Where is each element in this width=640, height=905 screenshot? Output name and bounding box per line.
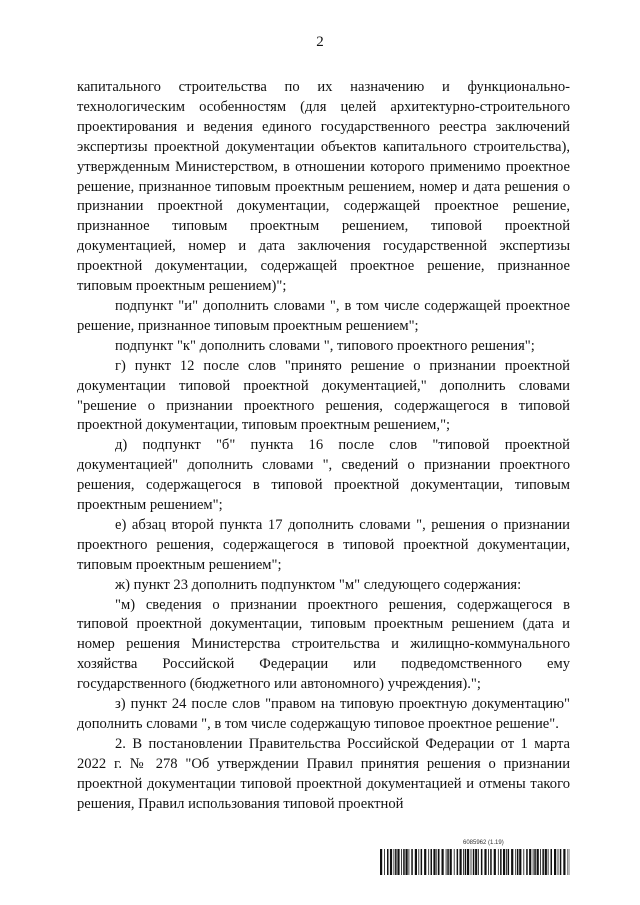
- paragraph: капитального строительства по их назначению и функционально-технологическим особенностям (для целей архитектурно-строительного проектирования и ведения единого государственного реестра заключений экспертизы проектной документации объектов капитального строительства), утвержденным Министерством, в отношении которого применимо проектное решение, признанное типовым проектным решением, номер и дата решения о признании проектной документации, содержащей проектное решение, признанное типовым проектным решением, типовой проектной документацией, номер и дата заключения государственной экспертизы проектной документации, содержащей проектное решение, признанное типовым проектным решением)";: [77, 79, 570, 295]
- barcode-icon: [380, 849, 570, 875]
- paragraph: "м) сведения о признании проектного решения, содержащегося в типовой проектной документации, типовым проектным решением (дата и номер решения Министерства строительства и жилищно-коммунального хозяйства Российской Федерации или подведомственного ему государственного (бюджетного или автономного) учреждения).";: [77, 596, 570, 693]
- paragraph: 2. В постановлении Правительства Российской Федерации от 1 марта 2022 г. № 278 "Об утверждении Правил принятия решения о признании проектной документации типовой проектной документацией и отмены такого решения, Правил использования типовой проектной: [77, 735, 570, 812]
- paragraph: г) пункт 12 после слов "принято решение о признании проектной документации типовой проектной документацией," дополнить словами "решение о признании проектного решения, содержащегося в типовой проектной документации, типовым проектным решением,";: [77, 357, 570, 434]
- paragraph: подпункт "и" дополнить словами ", в том числе содержащей проектное решение, признанное типовым проектным решением";: [77, 297, 570, 334]
- paragraph: подпункт "к" дополнить словами ", типового проектного решения";: [115, 337, 535, 354]
- document-code: 6085962 (1.19): [463, 840, 504, 846]
- paragraph: ж) пункт 23 дополнить подпунктом "м" следующего содержания:: [115, 576, 522, 593]
- document-body: [77, 78, 570, 815]
- page-number: 2: [316, 34, 324, 50]
- paragraph: е) абзац второй пункта 17 дополнить словами ", решения о признании проектного решения, содержащегося в типовой проектной документации, типовым проектным решением";: [77, 516, 570, 573]
- paragraph: з) пункт 24 после слов "правом на типовую проектную документацию" дополнить словами ", в том числе содержащую типовое проектное решение".: [77, 696, 570, 732]
- paragraph: д) подпункт "б" пункта 16 после слов "типовой проектной документацией" дополнить словами ", сведений о признании проектного решения, содержащегося в типовой проектной документации, типовым проектным решением";: [77, 437, 570, 514]
